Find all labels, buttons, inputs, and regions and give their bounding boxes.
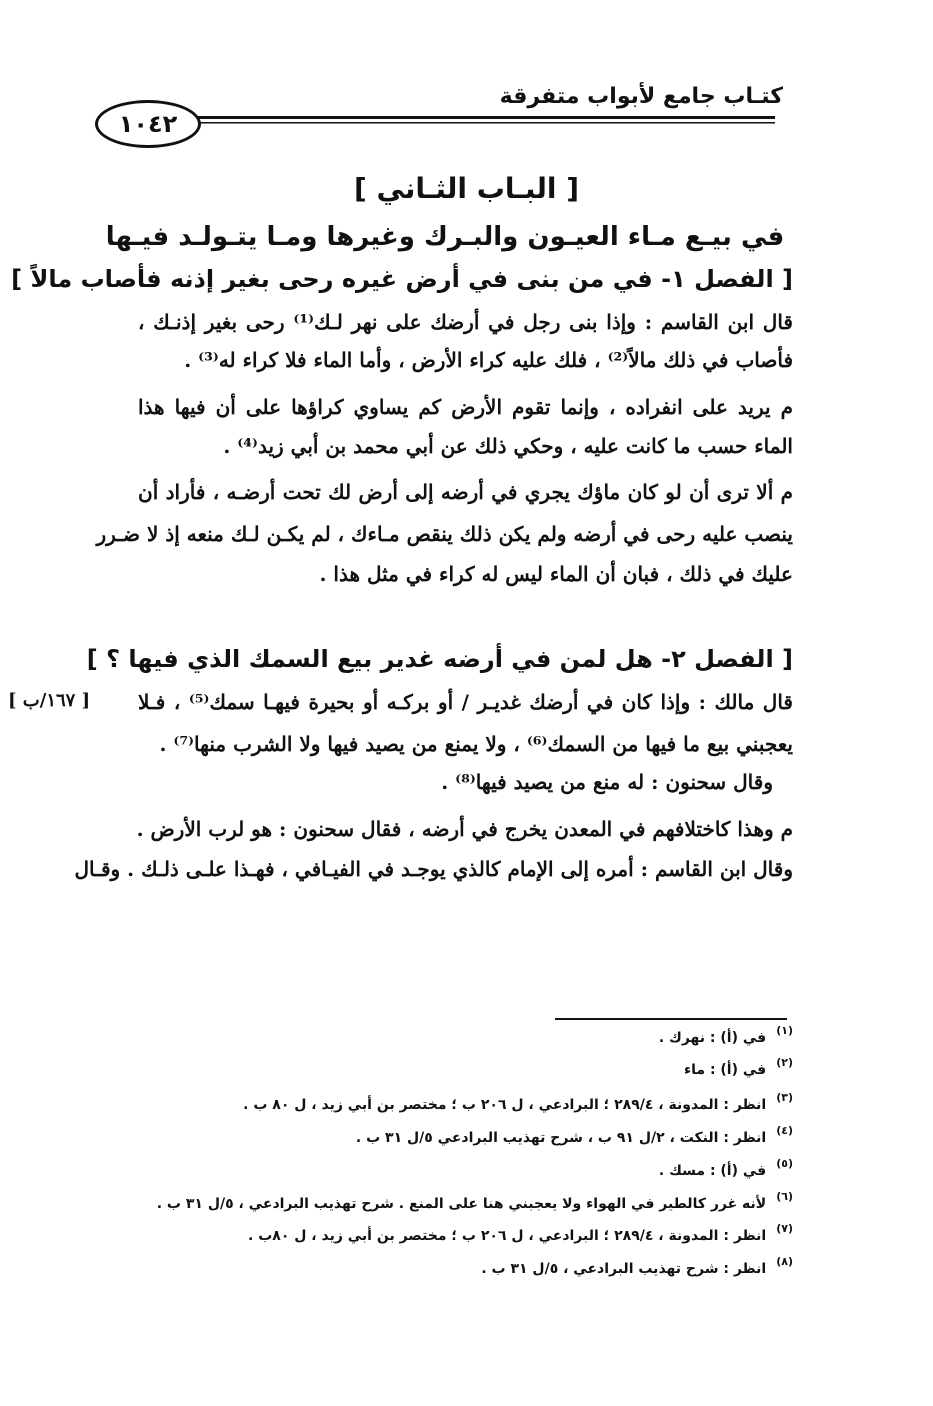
footnote <box>481 1255 793 1277</box>
footnote-number: (٧) <box>776 1222 793 1235</box>
footnote-number: (٤) <box>776 1124 793 1137</box>
footnote-text: في (أ) : نهرك . <box>658 1030 767 1046</box>
running-head: كتـاب جامع لأبواب متفرقة <box>499 84 783 109</box>
page-number: ١٠٤٢ <box>95 100 201 148</box>
paragraph-line: ينصب عليه رحى في أرضه ولم يكن ذلك ينقص مـاءك ، لم يكـن لـك منعه إذ لا ضـرر <box>96 522 793 546</box>
margin-note: [ ١٦٧/ب ] <box>8 690 91 711</box>
chapter-title: [ البـاب الثـاني ] <box>353 172 580 205</box>
footnote <box>658 1024 793 1046</box>
paragraph-line: وقال ابن القاسم : أمره إلى الإمام كالذي يوجـد في الفيـافي ، فهـذا علـى ذلـك . وقـال <box>74 857 793 881</box>
footnote-number: (١) <box>776 1024 793 1037</box>
footnote-text: في (أ) : ماء <box>683 1062 767 1078</box>
chapter-subtitle: في بيـع مـاء العيـون والبـرك وغيرها ومـا يتـولـد فيـها <box>105 222 785 252</box>
paragraph-line: الماء حسب ما كانت عليه ، وحكي ذلك عن أبي محمد بن أبي زيد⁽⁴⁾ . <box>223 434 793 458</box>
paragraph-line: يعجبني بيع ما فيها من السمك⁽⁶⁾ ، ولا يمنع من يصيد فيها ولا الشرب منها⁽⁷⁾ . <box>159 732 793 756</box>
footnote-rule <box>555 1018 787 1020</box>
footnote-number: (٣) <box>776 1091 793 1104</box>
footnote <box>683 1056 793 1078</box>
footnote <box>355 1124 793 1146</box>
footnote <box>658 1157 793 1179</box>
footnote <box>156 1190 793 1212</box>
paragraph-line: قال مالك : وإذا كان في أرضك غديـر / أو بركـه أو بحيرة فيهـا سمك⁽⁵⁾ ، فـلا <box>138 690 793 714</box>
paragraph-line: م وهذا كاختلافهم في المعدن يخرج في أرضه ، فقال سحنون : هو لرب الأرض . <box>136 817 793 841</box>
footnote-text: لأنه غرر كالطير في الهواء ولا يعجبني هنا على المنع . شرح تهذيب البرادعي ، ٥/ل ٣١ ب . <box>156 1196 767 1212</box>
footnote-number: (٨) <box>776 1255 793 1268</box>
paragraph-line: وقال سحنون : له منع من يصيد فيها⁽⁸⁾ . <box>441 770 773 794</box>
header-rule <box>100 114 775 126</box>
paragraph-line: م ألا ترى أن لو كان ماؤك يجري في أرضه إلى أرض لك تحت أرضـه ، فأراد أن <box>138 480 793 504</box>
paragraph-line: قال ابن القاسم : وإذا بنى رجل في أرضك على نهر لـك⁽¹⁾ رحى بغير إذنـك ، <box>138 310 793 334</box>
section-heading-2: [ الفصل ٢- هل لمن في أرضه غدير بيع السمك الذي فيها ؟ ] <box>86 645 793 673</box>
footnote-number: (٥) <box>776 1157 793 1170</box>
section-heading-1: [ الفصل ١- في من بنى في أرض غيره رحى بغير إذنه فأصاب مالاً ] <box>11 265 793 293</box>
footnote-text: في (أ) : مسك . <box>658 1163 767 1179</box>
footnote-text: انظر : المدونة ، ٢٨٩/٤ ؛ البرادعي ، ل ٢٠٦ ب ؛ مختصر بن أبي زيد ، ل ٨٠ ب . <box>243 1097 767 1113</box>
footnote-text: انظر : المدونة ، ٢٨٩/٤ ؛ البرادعي ، ل ٢٠٦ ب ؛ مختصر بن أبي زيد ، ل ٨٠ب . <box>248 1228 767 1244</box>
footnote <box>248 1222 793 1244</box>
footnote-number: (٢) <box>776 1056 793 1069</box>
footnote-text: انظر : النكت ، ٢/ل ٩١ ب ، شرح تهذيب البرادعي ٥/ل ٣١ ب . <box>355 1130 767 1146</box>
paragraph-line: عليك في ذلك ، فبان أن الماء ليس له كراء في مثل هذا . <box>319 562 793 586</box>
footnote-number: (٦) <box>776 1190 793 1203</box>
footnote-text: انظر : شرح تهذيب البرادعي ، ٥/ل ٣١ ب . <box>481 1261 767 1277</box>
paragraph-line: م يريد على انفراده ، وإنما تقوم الأرض كم يساوي كراؤها على أن فيها هذا <box>138 395 793 419</box>
footnote <box>243 1091 793 1113</box>
paragraph-line: فأصاب في ذلك مالاً⁽²⁾ ، فلك عليه كراء الأرض ، وأما الماء فلا كراء له⁽³⁾ . <box>184 348 793 372</box>
